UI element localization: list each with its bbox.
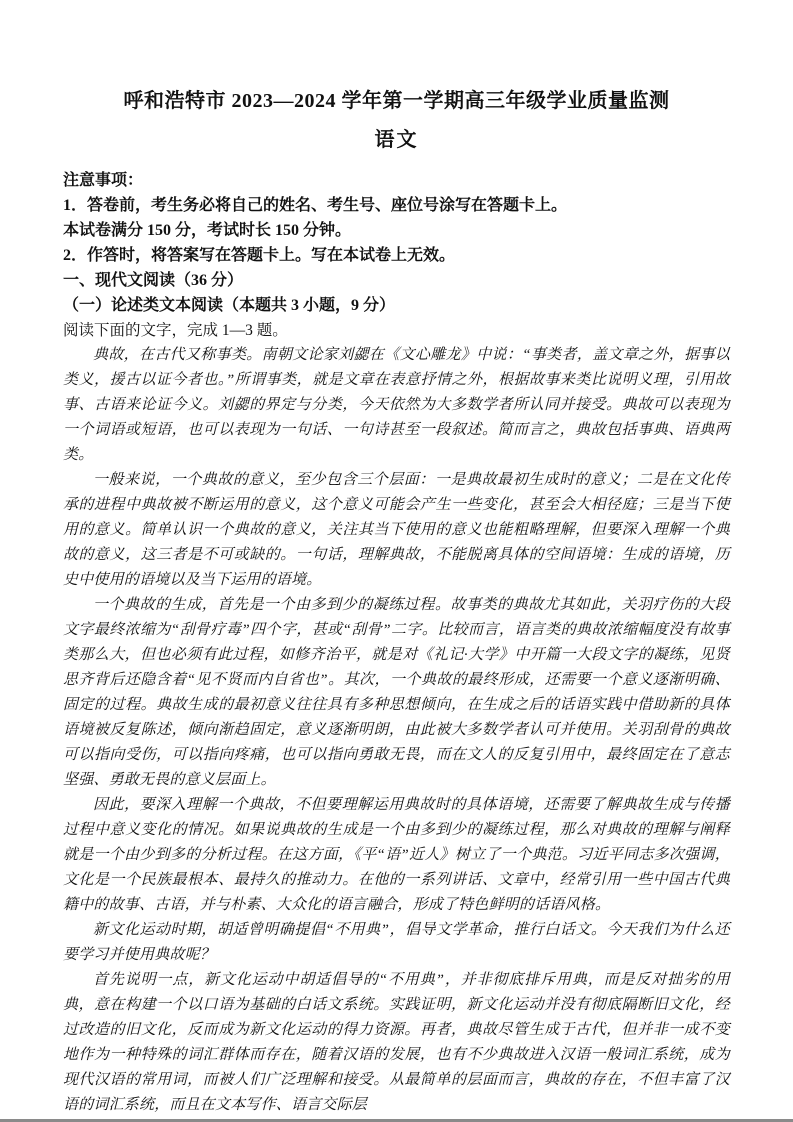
notice-heading: 注意事项： (63, 172, 144, 189)
notice-section (63, 168, 730, 268)
passage-paragraph-2: 一般来说，一个典故的意义，至少包含三个层面：一是典故最初生成时的意义；二是在文化传承的进程中典故被不断运用的意义，这个意义可能会产生一些变化，甚至会大相径庭；三是当下使用的意义。简单认识一个典故的意义，关注其当下使用的意义也能粗略理解，但要深入理解一个典故的意义，这三者是不可或缺的。一句话，理解典故，不能脱离具体的空间语境：生成的语境，历史中使用的语境以及当下运用的语境。 (63, 472, 730, 588)
passage-paragraph-3: 一个典故的生成，首先是一个由多到少的凝练过程。故事类的典故尤其如此，关羽疗伤的大段文字最终浓缩为“刮骨疗毒”四个字，甚或“刮骨”二字。比较而言，语言类的典故浓缩幅度没有故事类那么大，但也必须有此过程，如修齐治平，就是对《礼记·大学》中开篇一大段文字的凝练，见贤思齐背后还隐含着“见不贤而内自省也”。其次，一个典故的最终形成，还需要一个意义逐渐明确、固定的过程。典故生成的最初意义往往具有多种思想倾向，在生成之后的话语实践中借助新的具体语境被反复陈述，倾向渐趋固定，意义逐渐明朗，由此被大多数学者认可并使用。关羽刮骨的典故可以指向受伤，可以指向疼痛，也可以指向勇敢无畏，而在文人的反复引用中，最终固定在了意志坚强、勇敢无畏的意义层面上。 (63, 597, 730, 788)
reading-passage (63, 343, 730, 1118)
page-title: 呼和浩特市 2023—2024 学年第一学期高三年级学业质量监测 (123, 90, 670, 112)
notice-item-1: 1．答卷前，考生务必将自己的姓名、考生号、座位号涂写在答题卡上。 (63, 197, 568, 214)
passage-paragraph-1: 典故，在古代又称事类。南朝文论家刘勰在《文心雕龙》中说：“事类者，盖文章之外，据事以类义，援古以证今者也。”所谓事类，就是文章在表意抒情之外，根据故事来类比说明义理，引用故事、古语来论证今义。刘勰的界定与分类，今天依然为大多数学者所认同并接受。典故可以表现为一个词语或短语，也可以表现为一句话、一句诗甚至一段叙述。简而言之，典故包括事典、语典两类。 (63, 347, 730, 463)
subsection-heading-argumentative-text: （一）论述类文本阅读（本题共 3 小题，9 分） (63, 297, 396, 314)
notice-item-3: 2．作答时，将答案写在答题卡上。写在本试卷上无效。 (63, 247, 456, 264)
subject-title: 语文 (374, 129, 419, 151)
reading-instruction: 阅读下面的文字，完成 1—3 题。 (63, 322, 288, 339)
passage-paragraph-6: 首先说明一点，新文化运动中胡适倡导的“不用典”，并非彻底排斥用典，而是反对拙劣的用典，意在构建一个以口语为基础的白话文系统。实践证明，新文化运动并没有彻底隔断旧文化，经过改造的旧文化，反而成为新文化运动的得力资源。再者，典故尽管生成于古代，但并非一成不变地作为一种特殊的词汇群体而存在，随着汉语的发展，也有不少典故进入汉语一般词汇系统，成为现代汉语的常用词，而被人们广泛理解和接受。从最简单的层面而言，典故的存在，不但丰富了汉语的词汇系统，而且在文本写作、语言交际层 (63, 972, 730, 1113)
passage-paragraph-5: 新文化运动时期，胡适曾明确提倡“不用典”，倡导文学革命，推行白话文。今天我们为什么还要学习并使用典故呢？ (63, 922, 730, 963)
passage-paragraph-4: 因此，要深入理解一个典故，不但要理解运用典故时的具体语境，还需要了解典故生成与传播过程中意义变化的情况。如果说典故的生成是一个由多到少的凝练过程，那么对典故的理解与阐释就是一个由少到多的分析过程。在这方面，《平“语”近人》树立了一个典范。习近平同志多次强调，文化是一个民族最根本、最持久的推动力。在他的一系列讲话、文章中，经常引用一些中国古代典籍中的故事、古语，并与朴素、大众化的语言融合，形成了特色鲜明的话语风格。 (63, 797, 730, 913)
notice-item-2: 本试卷满分 150 分，考试时长 150 分钟。 (63, 222, 352, 239)
section-heading-modern-reading: 一、现代文阅读（36 分） (63, 272, 244, 289)
